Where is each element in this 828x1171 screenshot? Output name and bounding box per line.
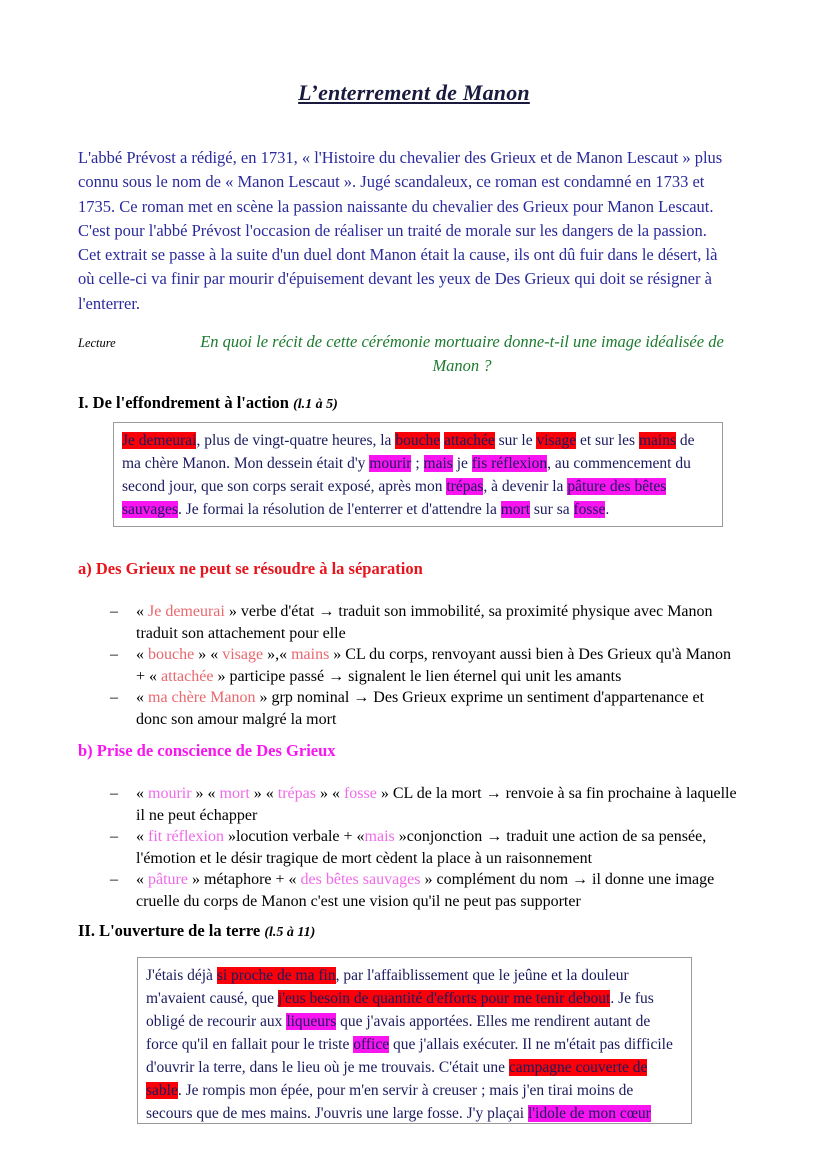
quote-1-plain: sur sa	[530, 501, 574, 518]
bullet-b-item	[78, 869, 738, 912]
lecture-label: Lecture	[78, 336, 116, 350]
bullet-b-item	[78, 783, 738, 826]
bullet-a-term-red: bouche	[148, 646, 195, 663]
quote-1-plain: .	[605, 501, 610, 518]
quote-2-plain: J'étais déjà	[146, 967, 217, 984]
quote-1-highlight-red: Je demeurai	[122, 432, 197, 449]
bullet-a-text: «	[136, 646, 148, 663]
bullet-b-text: «	[136, 871, 148, 888]
bullet-list-b	[78, 783, 738, 912]
quote-1-plain: et sur les	[576, 432, 639, 449]
page-title: L’enterrement de Manon	[298, 80, 530, 105]
quote-1-plain: je	[452, 455, 472, 472]
intro-paragraph: L'abbé Prévost a rédigé, en 1731, « l'Histoire du chevalier des Grieux et de Manon Lescaut » plus connu sous le nom de « Manon Lescaut ». Jugé scandaleux, ce roman est condamné en 1733 et 1735. Ce roman met en scène la passion naissante du chevalier des Grieux pour Manon Lescaut. C'est pour l'abbé Prévost l'occasion de réaliser un traité de morale sur les dangers de la passion. Cet extrait se passe à la suite d'un duel dont Manon était la cause, ils ont dû fuir dans le désert, là où celle-ci va finir par mourir d'épuisement devant les yeux de Des Grieux qui doit se résigner à l'enterrer.	[78, 148, 723, 313]
quote-2-plain: que j'avais apportées. Elles me rendirent autant de force qu'il en fallait pour le triste	[146, 1013, 651, 1053]
bullet-a-term-red: mains	[291, 646, 330, 663]
quote-2-plain: que j'allais exécuter. Il ne m'était pas difficile d'ouvrir la terre, dans le lieu où je me trouvais. C'était une	[146, 1036, 673, 1076]
lecture-question-row	[78, 330, 743, 378]
subsection-heading-b: b) Prise de conscience de Des Grieux	[78, 741, 336, 760]
bullet-a-text: » verbe d'état → traduit son immobilité, sa proximité physique avec Manon traduit son attachement pour elle	[136, 603, 713, 642]
quote-2-plain: . Je rompis mon épée, pour m'en servir à creuser ; mais j'en tirai moins de secours que de mes mains. J'ouvris une large fosse. J'y plaçai	[146, 1082, 634, 1122]
bullet-dash-icon: –	[110, 785, 118, 802]
bullet-b-term-magenta: mort	[219, 785, 250, 802]
quote-1-highlight-magenta: pâture des bêtes sauvages	[122, 478, 667, 518]
bullet-a-term-red: attachée	[161, 667, 214, 685]
quote-1-highlight-red: mains	[638, 432, 676, 449]
quote-2-highlight-magenta: office	[353, 1036, 390, 1053]
bullet-a-item	[78, 601, 738, 644]
quote-box-2	[137, 957, 692, 1124]
bullet-b-text: » «	[191, 785, 220, 802]
bullet-b-text: »conjonction → traduit une action de sa pensée, l'émotion et le désir tragique de mort cèdent la place à un raisonnement	[136, 828, 707, 867]
bullet-a-text: «	[136, 603, 148, 620]
quote-1-highlight-red: attachée	[443, 432, 495, 449]
bullet-b-text: «	[136, 785, 148, 802]
bullet-a-text: » participe passé → signalent le lien éternel qui unit les amants	[213, 667, 622, 685]
bullet-a-text: » CL du corps, renvoyant aussi bien à Des Grieux qu'à Manon + «	[136, 646, 732, 685]
bullet-a-text: »,«	[263, 646, 292, 663]
bullet-a-term-red: Je demeurai	[148, 603, 225, 620]
bullet-b-term-magenta: mais	[364, 828, 395, 845]
bullet-b-text: » CL de la mort → renvoie à sa fin prochaine à laquelle il ne peut échapper	[136, 785, 737, 824]
quote-1-plain: , au commencement du second jour, que son corps serait exposé, après mon	[122, 455, 691, 495]
bullet-b-text: » complément du nom → il donne une image cruelle du corps de Manon c'est une vision qu'il ne peut pas supporter	[136, 871, 715, 910]
bullet-a-item	[78, 687, 738, 730]
quote-2-text	[146, 967, 673, 1122]
quote-2-plain: , par l'affaiblissement que le jeûne et la douleur m'avaient causé, que	[146, 967, 629, 1007]
quote-1-highlight-magenta: mort	[500, 501, 531, 518]
bullet-dash-icon: –	[110, 828, 118, 845]
bullet-b-term-magenta: trépas	[277, 785, 316, 802]
bullet-a-text: » grp nominal → Des Grieux exprime un sentiment d'appartenance et donc son amour malgré la mort	[136, 689, 705, 728]
quote-1-highlight-red: bouche	[395, 432, 441, 449]
section-heading-2	[78, 921, 315, 941]
bullet-dash-icon: –	[110, 603, 118, 620]
bullet-list-a	[78, 601, 738, 730]
section-heading-1	[78, 393, 338, 413]
quote-1-plain: ;	[411, 455, 424, 472]
section-heading-2-lines: (l.5 à 11)	[264, 925, 316, 940]
reading-question: En quoi le récit de cette cérémonie mortuaire donne-t-il une image idéalisée de Manon ?	[200, 332, 724, 375]
section-heading-2-text: II. L'ouverture de la terre	[78, 921, 261, 940]
bullet-a-term-red: ma chère Manon	[148, 689, 256, 706]
bullet-b-text: «	[136, 828, 148, 845]
bullet-b-text: » métaphore + «	[187, 871, 301, 888]
quote-1-plain: sur le	[494, 432, 537, 449]
quote-1-plain: , plus de vingt-quatre heures, la	[196, 432, 396, 449]
quote-1-highlight-magenta: mourir	[369, 455, 412, 472]
bullet-b-term-magenta: fosse	[343, 785, 377, 802]
subsection-heading-a: a) Des Grieux ne peut se résoudre à la séparation	[78, 559, 423, 578]
section-heading-1-text: I. De l'effondrement à l'action	[78, 393, 289, 412]
bullet-a-item	[78, 644, 738, 687]
quote-1-plain: , à devenir la	[483, 478, 568, 495]
quote-2-highlight-red: j'eus besoin de quantité d'efforts pour me tenir debout	[277, 990, 611, 1007]
bullet-b-term-magenta: des bêtes sauvages	[300, 871, 421, 888]
quote-box-1	[113, 422, 723, 527]
quote-2-plain: . Je fus obligé de recourir aux	[146, 990, 654, 1030]
bullet-dash-icon: –	[110, 689, 118, 706]
bullet-dash-icon: –	[110, 871, 118, 888]
bullet-b-term-magenta: pâture	[148, 871, 188, 888]
bullet-b-text: »locution verbale + «	[223, 828, 365, 845]
quote-2-highlight-red: campagne couverte de sable	[146, 1059, 648, 1099]
quote-2-highlight-red: si proche de ma fin	[216, 967, 336, 984]
bullet-b-text: » «	[249, 785, 278, 802]
quote-1-highlight-magenta: fis réflexion	[471, 455, 548, 472]
bullet-dash-icon: –	[110, 646, 118, 663]
bullet-a-text: «	[136, 689, 148, 706]
bullet-b-term-magenta: fit réflexion	[148, 828, 224, 845]
quote-1-highlight-red: visage	[536, 432, 577, 449]
bullet-b-text: » «	[315, 785, 344, 802]
quote-1-plain: . Je formai la résolution de l'enterrer et d'attendre la	[177, 501, 501, 518]
bullet-a-text: » «	[194, 646, 223, 663]
quote-1-highlight-magenta: mais	[423, 455, 453, 472]
bullet-b-term-magenta: mourir	[148, 785, 192, 802]
quote-1-plain: de ma chère Manon. Mon dessein était d'y	[122, 432, 695, 472]
bullet-a-term-red: visage	[222, 646, 264, 663]
section-heading-1-lines: (l.1 à 5)	[293, 397, 338, 412]
quote-1-highlight-magenta: trépas	[446, 478, 484, 495]
quote-2-highlight-magenta: liqueurs	[286, 1013, 337, 1030]
quote-1-highlight-magenta: fosse	[573, 501, 606, 518]
quote-1-text	[122, 432, 695, 518]
quote-2-highlight-magenta: l'idole de mon cœur	[527, 1105, 651, 1122]
bullet-b-item	[78, 826, 738, 869]
